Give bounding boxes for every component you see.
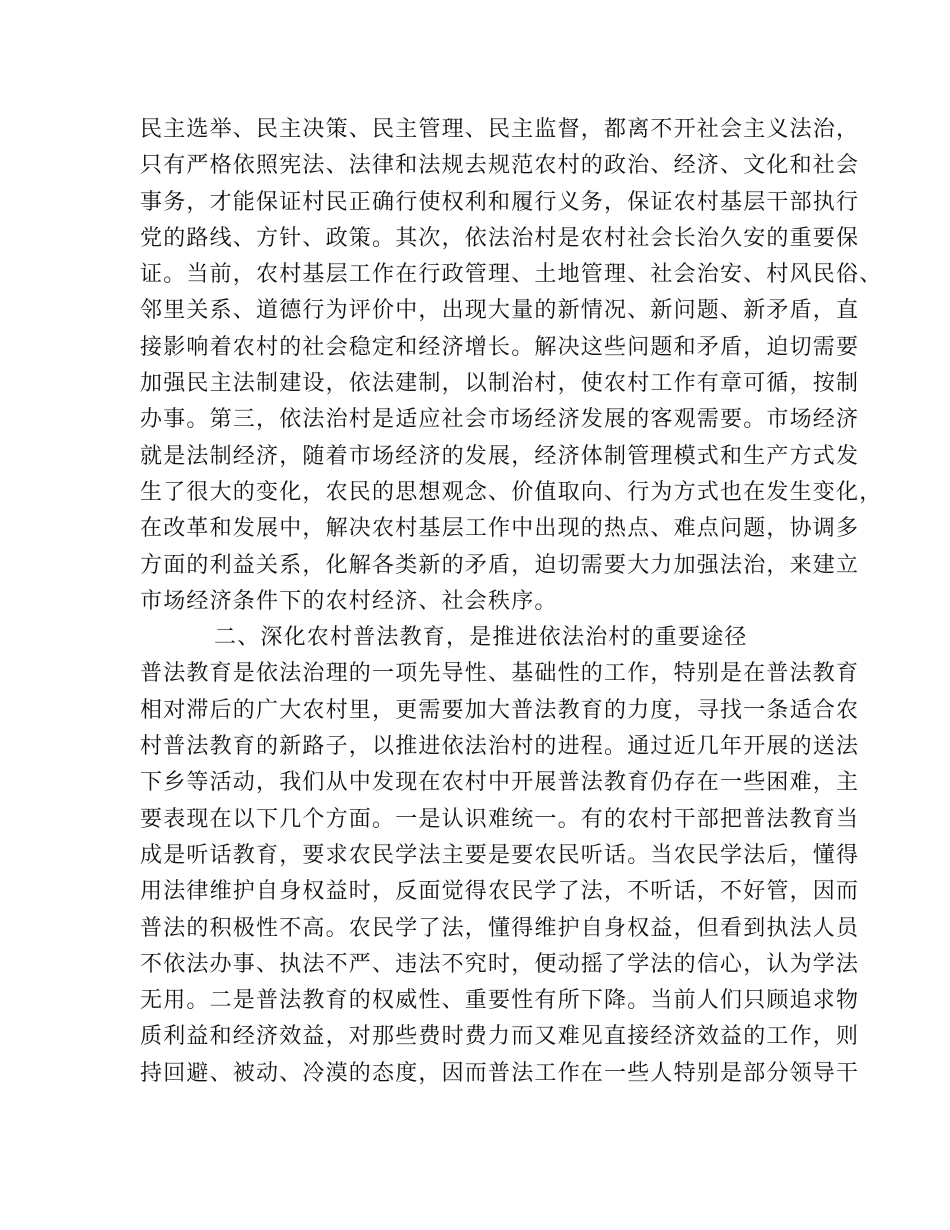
body-text-line: 用法律维护自身权益时，反面觉得农民学了法，不听话，不好管，因而 <box>140 879 860 905</box>
body-text-line: 加强民主法制建设，依法建制，以制治村，使农村工作有章可循，按制 <box>140 371 860 397</box>
body-text-line: 村普法教育的新路子，以推进依法治村的进程。通过近几年开展的送法 <box>140 734 860 760</box>
body-text-line: 方面的利益关系，化解各类新的矛盾，迫切需要大力加强法治，来建立 <box>140 552 860 578</box>
body-text-line: 民主选举、民主决策、民主管理、民主监督，都离不开社会主义法治， <box>140 117 860 142</box>
body-text-line: 接影响着农村的社会稳定和经济增长。解决这些问题和矛盾，迫切需要 <box>140 334 860 360</box>
body-text-line: 办事。第三，依法治村是适应社会市场经济发展的客观需要。市场经济 <box>140 407 860 433</box>
body-text-line: 相对滞后的广大农村里，更需要加大普法教育的力度，寻找一条适合农 <box>140 697 860 723</box>
body-text-line: 要表现在以下几个方面。一是认识难统一。有的农村干部把普法教育当 <box>140 806 860 832</box>
body-text-line: 普法的积极性不高。农民学了法，懂得维护自身权益，但看到执法人员 <box>140 915 860 941</box>
body-text-line: 只有严格依照宪法、法律和法规去规范农村的政治、经济、文化和社会 <box>140 153 860 179</box>
body-text-line: 事务，才能保证村民正确行使权利和履行义务，保证农村基层干部执行 <box>140 189 860 215</box>
document-page <box>140 112 883 1092</box>
body-text-line: 普法教育是依法治理的一项先导性、基础性的工作，特别是在普法教育 <box>140 661 860 687</box>
body-text-line: 党的路线、方针、政策。其次，依法治村是农村社会长治久安的重要保 <box>140 225 860 251</box>
body-text-line: 生了很大的变化，农民的思想观念、价值取向、行为方式也在发生变化， <box>140 479 883 505</box>
body-text-line: 下乡等活动，我们从中发现在农村中开展普法教育仍存在一些困难，主 <box>140 770 860 796</box>
section-heading: 二、深化农村普法教育，是推进依法治村的重要途径 <box>214 625 748 651</box>
body-text-line: 在改革和发展中，解决农村基层工作中出现的热点、难点问题，协调多 <box>140 516 860 542</box>
body-text-line: 邻里关系、道德行为评价中，出现大量的新情况、新问题、新矛盾，直 <box>140 298 860 324</box>
body-text-line: 质利益和经济效益，对那些费时费力而又难见直接经济效益的工作，则 <box>140 1024 860 1050</box>
body-text-line: 就是法制经济，随着市场经济的发展，经济体制管理模式和生产方式发 <box>140 443 860 469</box>
body-text-line: 成是听话教育，要求农民学法主要是要农民听话。当农民学法后，懂得 <box>140 842 860 868</box>
body-text-line: 无用。二是普法教育的权威性、重要性有所下降。当前人们只顾追求物 <box>140 988 860 1014</box>
body-text-line: 不依法办事、执法不严、违法不究时，便动摇了学法的信心，认为学法 <box>140 951 860 977</box>
body-text-line: 市场经济条件下的农村经济、社会秩序。 <box>140 588 558 614</box>
body-text-line: 持回避、被动、冷漠的态度，因而普法工作在一些人特别是部分领导干 <box>140 1060 860 1086</box>
body-text-line: 证。当前，农村基层工作在行政管理、土地管理、社会治安、村风民俗、 <box>140 262 883 288</box>
